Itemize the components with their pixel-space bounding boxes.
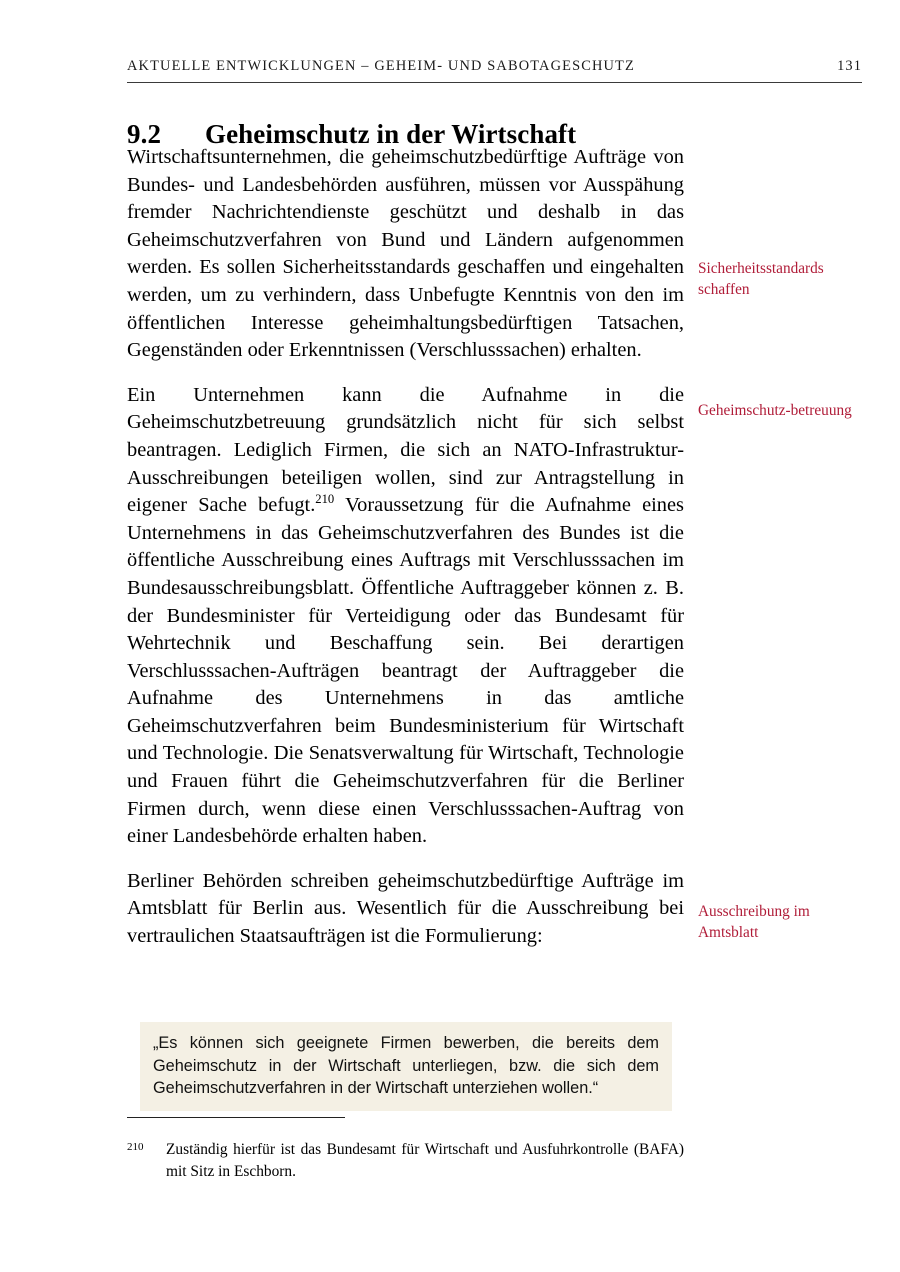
quotation-text: „Es können sich geeignete Firmen bewerben, die bereits dem Geheimschutz in der Wirtschaft unterliegen, bzw. die sich dem Geheimschutzverfahren in der Wirtschaft unterziehen wollen.“ [153, 1034, 659, 1098]
paragraph-2 [127, 382, 684, 851]
body-column [127, 144, 684, 951]
paragraph-2-text-before-footnote: Ein Unternehmen kann die Aufnahme in die Geheimschutzbetreuung grundsätzlich nicht für sich selbst beantragen. Lediglich Firmen, die sich an NATO-Infrastruktur-Ausschreibungen beteiligen wollen, sind zur Antragstellung in eigener Sache befugt. [127, 383, 684, 517]
running-head [127, 58, 862, 84]
paragraph-2-text-after-footnote: Voraussetzung für die Aufnahme eines Unternehmens in das Geheimschutzverfahren des Bundes ist die öffentliche Ausschreibung eines Auftrags mit Verschlusssachen im Bundesausschreibungsblatt. Öffentliche Auftraggeber können z. B. der Bundesminister für Verteidigung oder das Bundesamt für Wehrtechnik und Beschaffung sein. Bei derartigen Verschlusssachen-Aufträgen beantragt der Auftraggeber die Aufnahme des Unternehmens in das amtliche Geheimschutzverfahren beim Bundesministerium für Wirtschaft und Technologie. Die Senatsverwaltung für Wirtschaft, Technologie und Frauen führt die Geheimschutzverfahren für die Berliner Firmen durch, wenn diese einen Verschlusssachen-Auftrag von einer Landesbehörde erhalten haben. [127, 494, 684, 848]
footnote-text: Zuständig hierfür ist das Bundesamt für Wirtschaft und Ausfuhrkontrolle (BAFA) mit Sitz in Eschborn. [166, 1141, 684, 1180]
margin-note-ausschreibung: Ausschreibung im Amtsblatt [698, 903, 810, 941]
footnote-number: 210 [127, 1141, 144, 1153]
paragraph-3: Berliner Behörden schreiben geheimschutzbedürftige Aufträge im Amtsblatt für Berlin aus. Wesentlich für die Ausschreibung bei vertraulichen Staatsaufträgen ist die Formulierung: [127, 869, 684, 948]
paragraph-1: Wirtschaftsunternehmen, die geheimschutzbedürftige Aufträge von Bundes- und Landesbehörden ausführen, müssen vor Ausspähung fremder Nachrichtendienste geschützt und deshalb in das Geheimschutzverfahren von Bund und Ländern aufgenommen werden. Es sollen Sicherheitsstandards geschaffen und eingehalten werden, um zu verhindern, dass Unbefugte Kenntnis von den im öffentlichen Interesse geheimhaltungsbedürftigen Tatsachen, Gegenständen oder Erkenntnissen (Verschlusssachen) erhalten. [127, 146, 684, 362]
margin-note-geheimschutzbetreuung: Geheimschutz-betreuung [698, 402, 852, 419]
page-number: 131 [837, 58, 862, 74]
margin-note-sicherheitsstandards: Sicherheitsstandards schaffen [698, 260, 824, 298]
running-head-title: AKTUELLE ENTWICKLUNGEN – GEHEIM- UND SABOTAGESCHUTZ [127, 58, 635, 74]
footnote-area [127, 1139, 684, 1183]
header-rule [127, 82, 862, 83]
footnote-210 [127, 1139, 684, 1183]
section-title: Geheimschutz in der Wirtschaft [205, 119, 577, 150]
footnote-reference-210[interactable]: 210 [315, 492, 335, 507]
section-number: 9.2 [127, 119, 162, 150]
quotation-box [140, 1022, 672, 1111]
footnote-separator-rule [127, 1117, 345, 1118]
